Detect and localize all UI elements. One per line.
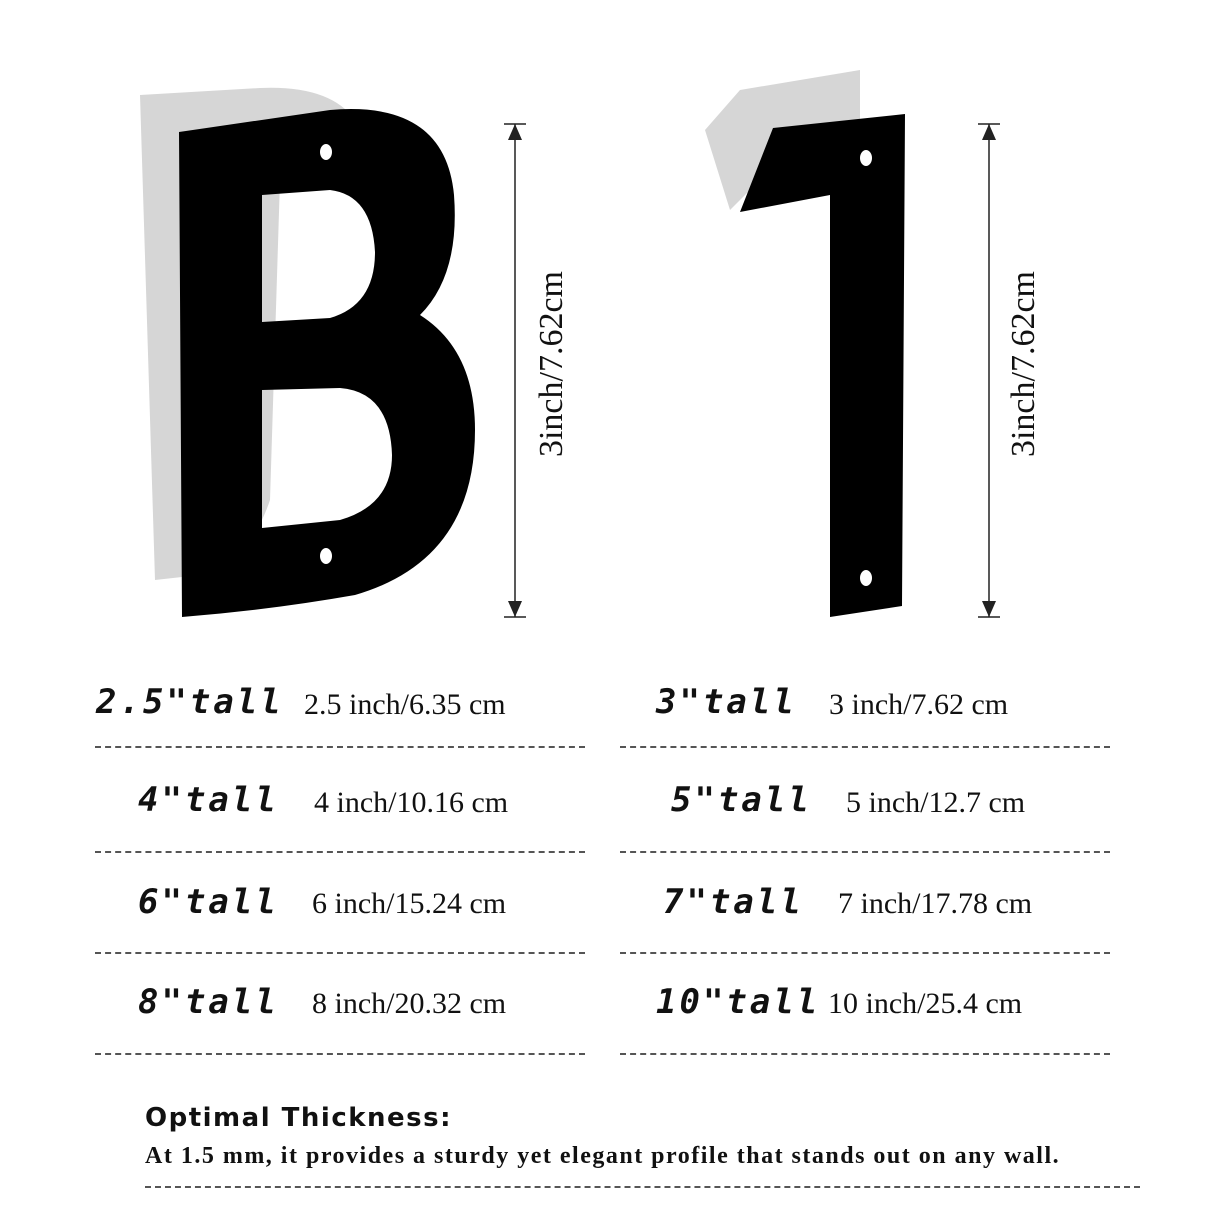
- row-divider: [620, 746, 1110, 748]
- thickness-description: At 1.5 mm, it provides a sturdy yet elegant profile that stands out on any wall.: [145, 1143, 1061, 1169]
- thickness-divider: [145, 1186, 1140, 1188]
- size-metric-label: 3 inch/7.62 cm: [829, 688, 1009, 721]
- size-tall-label: 4"tall: [138, 780, 279, 820]
- row-divider: [95, 1053, 585, 1055]
- size-tall-label: 2.5"tall: [96, 682, 284, 722]
- digit-1-top-hole: [860, 150, 872, 166]
- size-tall-label: 5"tall: [671, 780, 812, 820]
- letter-b: [179, 109, 475, 617]
- size-tall-label: 6"tall: [138, 882, 279, 922]
- digit-1-bottom-hole: [860, 570, 872, 586]
- letter-dimension-label: 3inch/7.62cm: [533, 270, 570, 458]
- size-tall-label: 7"tall: [663, 882, 804, 922]
- size-tall-label: 8"tall: [138, 982, 279, 1022]
- size-metric-label: 5 inch/12.7 cm: [846, 786, 1026, 819]
- thickness-title: Optimal Thickness:: [145, 1103, 453, 1133]
- row-divider: [620, 851, 1110, 853]
- size-metric-label: 6 inch/15.24 cm: [312, 887, 507, 920]
- size-tall-label: 3"tall: [656, 682, 797, 722]
- row-divider: [620, 952, 1110, 954]
- size-metric-label: 10 inch/25.4 cm: [828, 987, 1023, 1020]
- row-divider: [95, 952, 585, 954]
- size-metric-label: 2.5 inch/6.35 cm: [304, 688, 506, 721]
- size-metric-label: 7 inch/17.78 cm: [838, 887, 1033, 920]
- row-divider: [95, 851, 585, 853]
- size-metric-label: 8 inch/20.32 cm: [312, 987, 507, 1020]
- letter-b-bottom-hole: [320, 548, 332, 564]
- letter-b-top-hole: [320, 144, 332, 160]
- digit-1: [740, 114, 905, 617]
- size-tall-label: 10"tall: [656, 982, 821, 1022]
- digit-dimension-label: 3inch/7.62cm: [1005, 270, 1042, 458]
- row-divider: [620, 1053, 1110, 1055]
- size-metric-label: 4 inch/10.16 cm: [314, 786, 509, 819]
- row-divider: [95, 746, 585, 748]
